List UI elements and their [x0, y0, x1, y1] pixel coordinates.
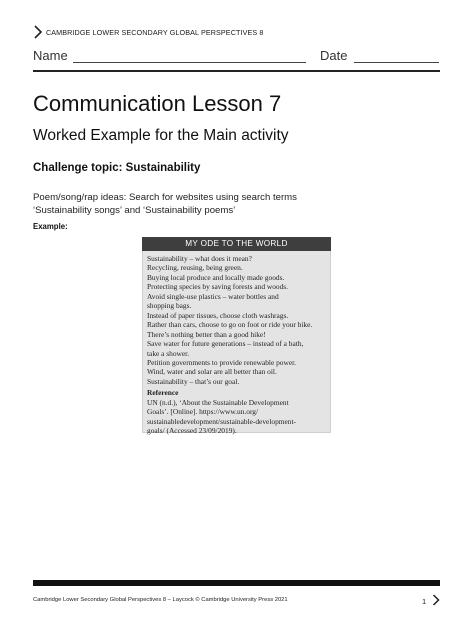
reference-line: Goals’. [Online]. https://www.un.org/ [147, 407, 259, 417]
date-label: Date [320, 48, 348, 63]
poem-line: There’s nothing better than a good hike! [147, 329, 266, 339]
example-label: Example: [33, 222, 68, 231]
poem-line: Avoid single-use plastics – water bottles and [147, 291, 279, 301]
poem-line: Petition governments to provide renewable power. [147, 357, 297, 367]
reference-line: sustainabledevelopment/sustainable-development- [147, 416, 296, 426]
reference-line: goals/ (Accessed 23/09/2019). [147, 426, 237, 436]
lesson-title: Communication Lesson 7 [33, 91, 282, 116]
poem-line: Instead of paper tissues, choose cloth washrags. [147, 310, 289, 320]
poem-line: Buying local produce and locally made goods. [147, 272, 285, 282]
footer-bar [33, 580, 440, 586]
poem-line: Save water for future generations – instead of a bath, [147, 339, 304, 349]
poem-heading: MY ODE TO THE WORLD [142, 237, 331, 251]
chevron-right-icon [33, 25, 43, 39]
poem-line: shopping bags. [147, 301, 192, 311]
poem-line: Recycling, reusing, being green. [147, 263, 243, 273]
header-divider [33, 70, 440, 72]
poem-line: Sustainability – that’s our goal. [147, 376, 240, 386]
poem-line: Wind, water and solar are all better than oil. [147, 367, 277, 377]
footer-credit: Cambridge Lower Secondary Global Perspectives 8 – Laycock © Cambridge University Press 2021 [33, 597, 288, 603]
poem-line: Rather than cars, choose to go on foot or ride your bike. [147, 320, 313, 330]
ideas-text-line: Poem/song/rap ideas: Search for websites using search terms [33, 192, 297, 203]
name-field-line [73, 62, 306, 63]
poem-line: take a shower. [147, 348, 190, 358]
date-field-line [354, 62, 439, 63]
lesson-subtitle: Worked Example for the Main activity [33, 127, 289, 144]
name-label: Name [33, 48, 68, 63]
poem-line: Protecting species by saving forests and woods. [147, 282, 289, 292]
ideas-text-line: ‘Sustainability songs’ and ‘Sustainability poems’ [33, 205, 236, 216]
poem-body [147, 254, 328, 436]
reference-line: UN (n.d.), ‘About the Sustainable Development [147, 397, 289, 407]
reference-heading: Reference [147, 388, 179, 398]
chevron-right-icon[interactable] [432, 594, 440, 606]
series-title: CAMBRIDGE LOWER SECONDARY GLOBAL PERSPECTIVES 8 [46, 28, 264, 37]
page-number: 1 [422, 597, 427, 606]
challenge-topic: Challenge topic: Sustainability [33, 162, 201, 174]
poem-line: Sustainability – what does it mean? [147, 254, 252, 263]
